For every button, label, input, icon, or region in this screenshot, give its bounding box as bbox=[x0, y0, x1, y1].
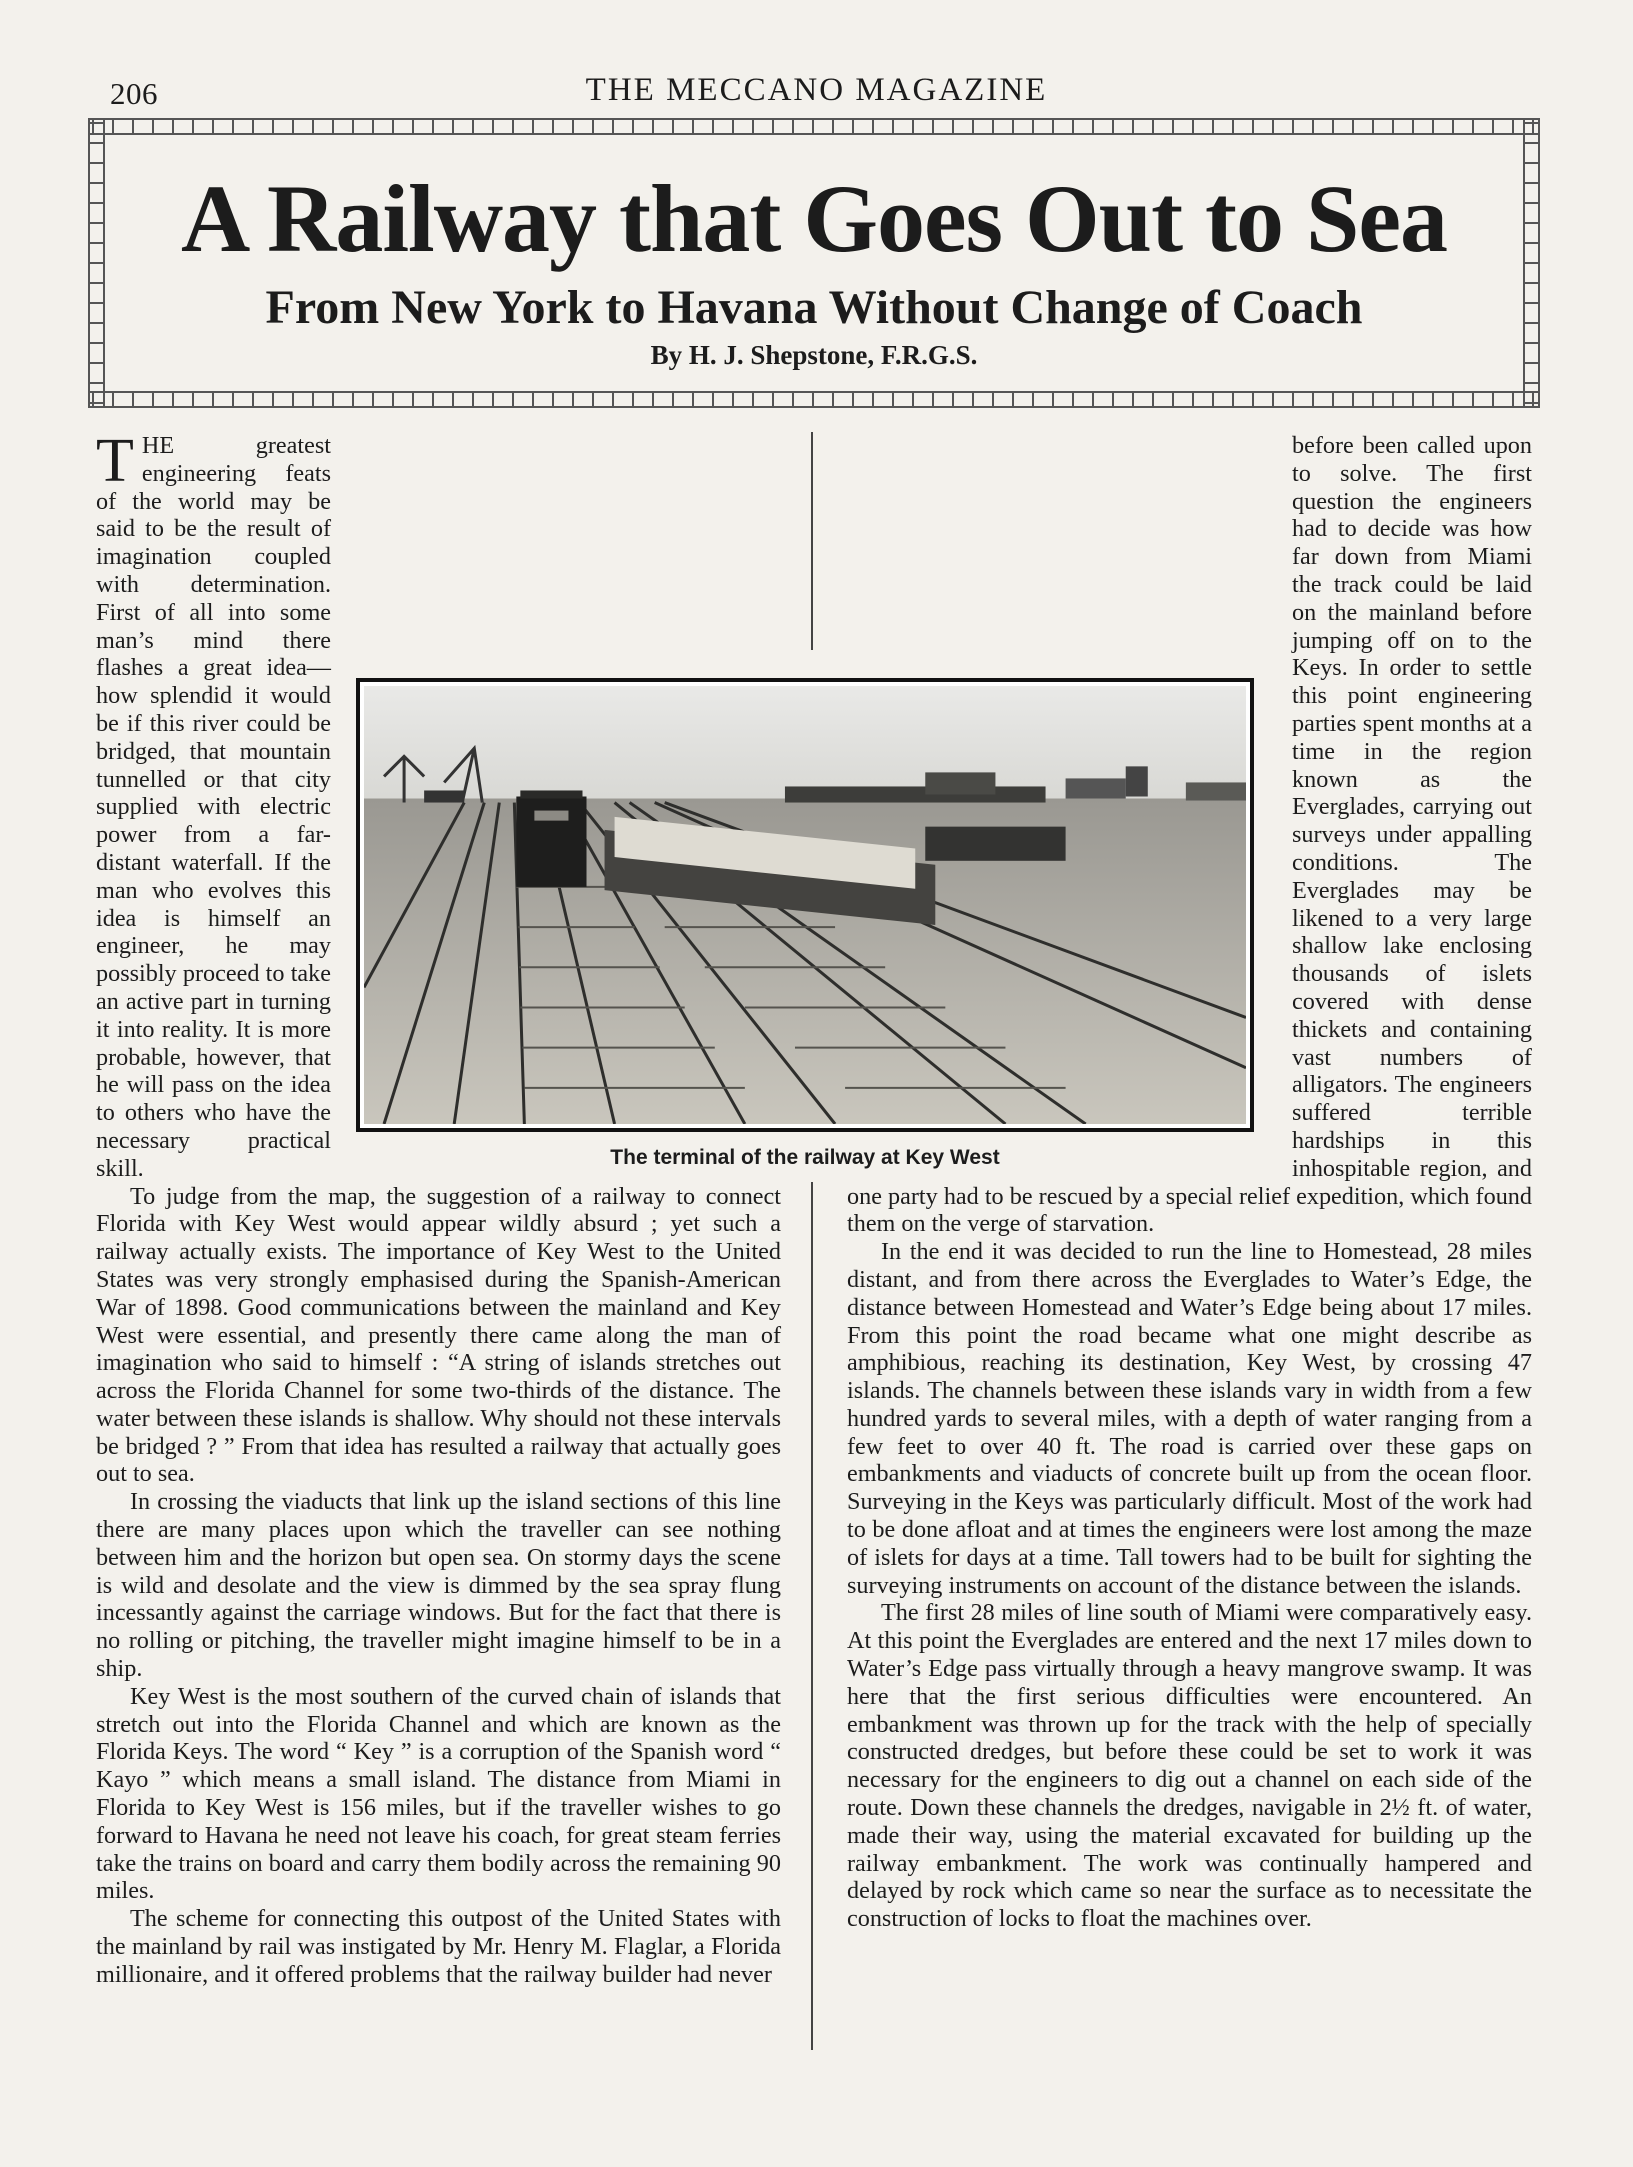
paragraph: In crossing the viaducts that link up the island sections of this line there are many places upon which the traveller can see nothing between him and the horizon but open sea. On stormy days the scene is wild and desolate and the view is dimmed by the sea spray flung incessantly against the carriage windows. But for the fact that there is no rolling or pitching, the traveller might imagine himself to be in a ship. bbox=[96, 1488, 781, 1683]
paragraph: before been called upon to solve. The first question the engineers had to decide was how far down from Miami the track could be laid on the mainland before jumping off on to the Keys. In order to settle this point engineering parties spent months at a time in the region known as the Everglades, carrying out surveys under appalling conditions. The Everglades may be likened to a very large shallow lake enclosing thousands of islets covered with dense thickets and containing vast numbers of alligators. The engineers suffered terrible hardships in this inhospitable region, and one party had to be rescued by a special relief expedition, which found them on the verge of starvation. bbox=[847, 432, 1532, 1238]
frame-border-bottom bbox=[88, 391, 1540, 408]
article-column-left bbox=[96, 427, 781, 1989]
paragraph: Key West is the most southern of the curved chain of islands that stretch out into the Florida Channel and which are known as the Florida Keys. The word “ Key ” is a corruption of the Spanish word “ Kayo ” which means a small island. The distance from Miami in Florida to Key West is 156 miles, but if the traveller wishes to go forward to Havana he need not leave his coach, for great steam ferries take the trains on board and carry them bodily across the remaining 90 miles. bbox=[96, 1682, 781, 1905]
running-head: THE MECCANO MAGAZINE bbox=[585, 72, 1048, 108]
column-rule-top bbox=[811, 432, 813, 650]
article-headline: A Railway that Goes Out to Sea bbox=[181, 165, 1447, 272]
paragraph: The scheme for connecting this outpost of the United States with the mainland by rail was instigated by Mr. Henry M. Flaglar, a Florida millionaire, and it offered problems that the railway builder had never bbox=[96, 1905, 781, 1988]
article-column-right bbox=[847, 432, 1532, 1933]
photo-illustration bbox=[364, 686, 1246, 1124]
column-rule-bottom bbox=[811, 1182, 813, 2050]
figure-caption: The terminal of the railway at Key West bbox=[610, 1146, 1000, 1169]
paragraph: In the end it was decided to run the line to Homestead, 28 miles distant, and from there across the Everglades to Water’s Edge, the distance between Homestead and Water’s Edge being about 17 miles. From this point the road became what one might describe as amphibious, reaching its destination, Key West, by crossing 47 islands. The channels between these islands vary in width from a few hundred yards to several miles, with a depth of water ranging from a few feet to over 40 ft. The road is carried over these gaps on embankments and viaducts of concrete built up from the ocean floor. Surveying in the Keys was particularly difficult. Most of the work had to be done afloat and at times the engineers were lost among the maze of islets for days at a time. Tall towers had to be built for sighting the surveying instruments on account of the distance between the islands. bbox=[847, 1238, 1532, 1599]
article-subheadline: From New York to Havana Without Change of Coach bbox=[265, 281, 1363, 334]
railway-terminal-photo bbox=[356, 678, 1254, 1132]
paragraph: The first 28 miles of line south of Miami were comparatively easy. At this point the Everglades are entered and the next 17 miles down to Water’s Edge pass virtually through a heavy mangrove swamp. It was here that the first serious difficulties were encountered. An embankment was thrown up for the track with the help of specially constructed dredges, but before these could be set to work it was necessary for the engineers to dig out a channel on each side of the route. Down these channels the dredges, navigable in 2½ ft. of water, made their way, using the material excavated for building up the railway embankment. The work was continually hampered and delayed by rock which came so near the surface as to necessitate the construction of locks to float the machines over. bbox=[847, 1599, 1532, 1933]
paragraph: To judge from the map, the suggestion of a railway to connect Florida with Key West would appear wildly absurd ; yet such a railway actually exists. The importance of Key West to the United States was very strongly emphasised during the Spanish-American War of 1898. Good communications between the mainland and Key West were essential, and presently there came along the man of imagination who said to himself : “A string of islands stretches out across the Florida Channel for some two-thirds of the distance. The water between these islands is shallow. Why should not these intervals be bridged ? ” From that idea has resulted a railway that actually goes out to sea. bbox=[96, 1182, 781, 1488]
drop-cap: T bbox=[96, 427, 134, 495]
paragraph: THE greatest engineering feats of the world may be said to be the result of imagination coupled with determination. First of all into some man’s mind there flashes a great idea—how splendid it would be if this river could be bridged, that mountain tunnelled or that city supplied with electric power from a far-distant waterfall. If the man who evolves this idea is himself an engineer, he may possibly proceed to take an active part in turning it into reality. It is more probable, however, that he will pass on the idea to others who have the necessary practical skill. bbox=[96, 427, 331, 1182]
page-number: 206 bbox=[110, 76, 158, 111]
article-byline: By H. J. Shepstone, F.R.G.S. bbox=[650, 340, 978, 370]
title-frame bbox=[88, 118, 1540, 408]
frame-border-top bbox=[88, 118, 1540, 135]
